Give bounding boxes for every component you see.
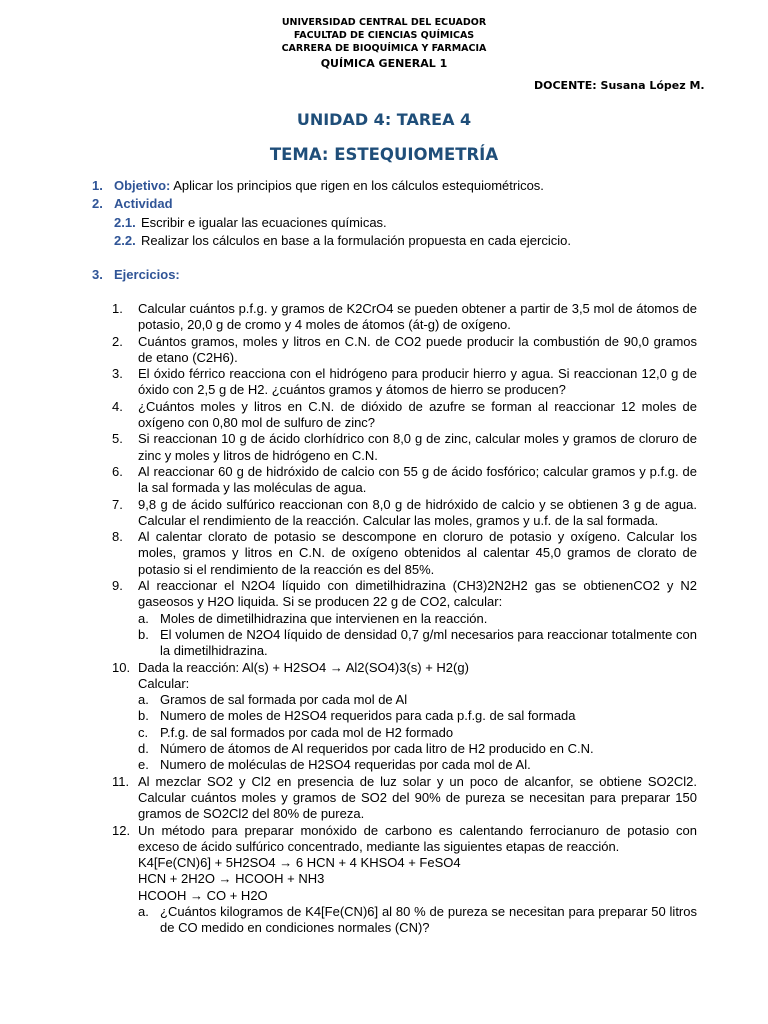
exercise-line: HCN + 2H2O → HCOOH + NH3 <box>138 871 325 887</box>
course-name: QUÍMICA GENERAL 1 <box>320 57 448 70</box>
subitem-letter: c. <box>138 724 149 740</box>
exercise-subitem <box>112 741 697 757</box>
exercises-label: Ejercicios: <box>114 267 180 282</box>
objective-text: Aplicar los principios que rigen en los cálculos estequiométricos. <box>170 178 544 193</box>
exercise-text: Cuántos gramos, moles y litros en C.N. de CO2 puede producir la combustión de 90,0 gramos de etano (C2H6). <box>138 333 697 365</box>
exercise-item <box>112 431 697 464</box>
subitem-letter: d. <box>138 741 149 757</box>
exercise-text: Al reaccionar 60 g de hidróxido de calcio con 55 g de ácido fosfórico; calcular gramos y p.f.g. de la sal formada y las moléculas de agua. <box>138 463 697 496</box>
subitem-text: Moles de dimetilhidrazina que intervienen en la reacción. <box>160 610 488 626</box>
exercise-line: Calcular: <box>138 675 190 691</box>
activity-item-1-number: 2.1. <box>114 215 136 230</box>
activity-item-1-text: Escribir e igualar las ecuaciones químicas. <box>141 215 387 230</box>
exercise-number: 2. <box>112 333 123 349</box>
subitem-letter: a. <box>138 610 149 626</box>
exercise-item <box>112 823 697 856</box>
objective-number: 1. <box>92 178 103 193</box>
subitem-text: Gramos de sal formada por cada mol de Al <box>160 692 408 708</box>
exercise-item <box>112 497 697 530</box>
exercise-text: Dada la reacción: Al(s) + H2SO4 → Al2(SO4)3(s) + H2(g) <box>138 659 469 675</box>
exercise-item <box>112 774 697 823</box>
exercise-item <box>112 334 697 367</box>
subitem-text: Numero de moles de H2SO4 requeridos para cada p.f.g. de sal formada <box>160 708 576 724</box>
exercise-item <box>112 464 697 497</box>
exercises-heading <box>92 266 180 283</box>
exercise-number: 8. <box>112 529 123 545</box>
exercise-number: 6. <box>112 463 123 479</box>
exercise-subitem <box>112 627 697 660</box>
activity-number: 2. <box>92 196 103 211</box>
exercise-number: 12. <box>112 822 131 838</box>
subitem-text: ¿Cuántos kilogramos de K4[Fe(CN)6] al 80 % de pureza se necesitan para preparar 50 litros de CO medido en condiciones normales (CN)? <box>160 903 697 936</box>
activity-item-2-number: 2.2. <box>114 233 136 248</box>
objective-line <box>92 177 544 194</box>
exercise-list <box>112 301 697 937</box>
exercise-item <box>112 399 697 432</box>
exercise-item <box>112 301 697 334</box>
faculty-name: FACULTAD DE CIENCIAS QUÍMICAS <box>293 30 475 41</box>
exercise-subitem <box>112 725 697 741</box>
exercise-subitem <box>112 757 697 773</box>
activity-heading <box>92 195 173 212</box>
subitem-letter: a. <box>138 903 149 919</box>
activity-label: Actividad <box>114 196 173 211</box>
exercise-text: Si reaccionan 10 g de ácido clorhídrico con 8,0 g de zinc, calcular moles y gramos de cloruro de zinc y moles y litros de hidrógeno en C.N. <box>138 431 697 463</box>
subitem-letter: e. <box>138 757 149 773</box>
exercise-text: Al mezclar SO2 y Cl2 en presencia de luz solar y un poco de alcanfor, se obtiene SO2Cl2. Calcular cuántos moles y gramos de SO2 del 90% de pureza se necesitan para preparar 150 gramos de SO2Cl2 del 80% de pureza. <box>138 773 697 822</box>
exercise-line: K4[Fe(CN)6] + 5H2SO4 → 6 HCN + 4 KHSO4 + FeSO4 <box>138 855 461 871</box>
subitem-text: El volumen de N2O4 líquido de densidad 0,7 g/ml necesarios para reaccionar totalmente con la dimetilhidrazina. <box>160 626 697 659</box>
subitem-text: P.f.g. de sal formados por cada mol de H2 formado <box>160 724 454 740</box>
exercise-number: 3. <box>112 366 123 382</box>
exercise-number: 11. <box>112 773 130 789</box>
exercise-subitem <box>112 904 697 937</box>
exercise-text: ¿Cuántos moles y litros en C.N. de dióxido de azufre se forman al reaccionar 12 moles de oxígeno con 0,80 mol de sulfuro de zinc? <box>138 398 697 431</box>
exercise-text: Al calentar clorato de potasio se descompone en cloruro de potasio y oxígeno. Calcular los moles, gramos y litros en C.N. de oxígeno obtenidos al calentar 45,0 gramos de clorato de potasio si el rendimiento de la reacción es del 85%. <box>138 529 697 577</box>
topic-title: TEMA: ESTEQUIOMETRÍA <box>269 145 499 164</box>
exercise-text: 9,8 g de ácido sulfúrico reaccionan con 8,0 g de hidróxido de calcio y se obtienen 3 g de agua. Calcular el rendimiento de la reacción. Calcular las moles, gramos y u.f. de la sal formada. <box>138 496 697 528</box>
activity-item-2-text: Realizar los cálculos en base a la formulación propuesta en cada ejercicio. <box>141 233 571 248</box>
unit-title: UNIDAD 4: TAREA 4 <box>296 110 472 129</box>
exercise-item <box>112 366 697 399</box>
exercise-text: Calcular cuántos p.f.g. y gramos de K2CrO4 se pueden obtener a partir de 3,5 mol de átomos de potasio, 20,0 g de cromo y 4 moles de átomos (át-g) de oxígeno. <box>138 301 697 333</box>
subitem-text: Numero de moléculas de H2SO4 requeridas por cada mol de Al. <box>160 757 531 773</box>
exercise-number: 4. <box>112 398 123 414</box>
subitem-letter: b. <box>138 626 149 642</box>
subitem-letter: b. <box>138 708 149 724</box>
exercises-number: 3. <box>92 267 103 282</box>
career-name: CARRERA DE BIOQUÍMICA Y FARMACIA <box>281 43 487 54</box>
exercise-text: Al reaccionar el N2O4 líquido con dimetilhidrazina (CH3)2N2H2 gas se obtienenCO2 y N2 gaseosos y H2O liquida. Si se producen 22 g de CO2, calcular: <box>138 578 697 610</box>
exercise-text: Un método para preparar monóxido de carbono es calentando ferrocianuro de potasio con exceso de ácido sulfúrico concentrado, mediante las siguientes etapas de reacción. <box>138 822 697 854</box>
subitem-letter: a. <box>138 692 149 708</box>
exercise-subitem <box>112 708 697 724</box>
exercise-subitem <box>112 692 697 708</box>
exercise-line: HCOOH → CO + H2O <box>138 887 268 903</box>
exercise-text: El óxido férrico reacciona con el hidrógeno para producir hierro y agua. Si reaccionan 12,0 g de óxido con 2,5 g de H2. ¿cuántos gramos y átomos de hierro se producen? <box>138 366 697 398</box>
objective-label: Objetivo: <box>114 178 171 193</box>
exercise-item <box>112 578 697 611</box>
activity-item-1 <box>114 214 387 231</box>
exercise-number: 5. <box>112 431 123 447</box>
subitem-text: Número de átomos de Al requeridos por cada litro de H2 producido en C.N. <box>160 741 594 757</box>
exercise-number: 1. <box>112 301 123 316</box>
teacher-name: DOCENTE: Susana López M. <box>534 79 705 92</box>
exercise-number: 10. <box>112 659 131 675</box>
exercise-subitem <box>112 611 697 627</box>
activity-item-2 <box>114 232 571 249</box>
university-name: UNIVERSIDAD CENTRAL DEL ECUADOR <box>281 17 487 28</box>
exercise-number: 7. <box>112 496 123 512</box>
exercise-item <box>112 660 697 676</box>
exercise-item <box>112 529 697 578</box>
exercise-number: 9. <box>112 578 123 594</box>
